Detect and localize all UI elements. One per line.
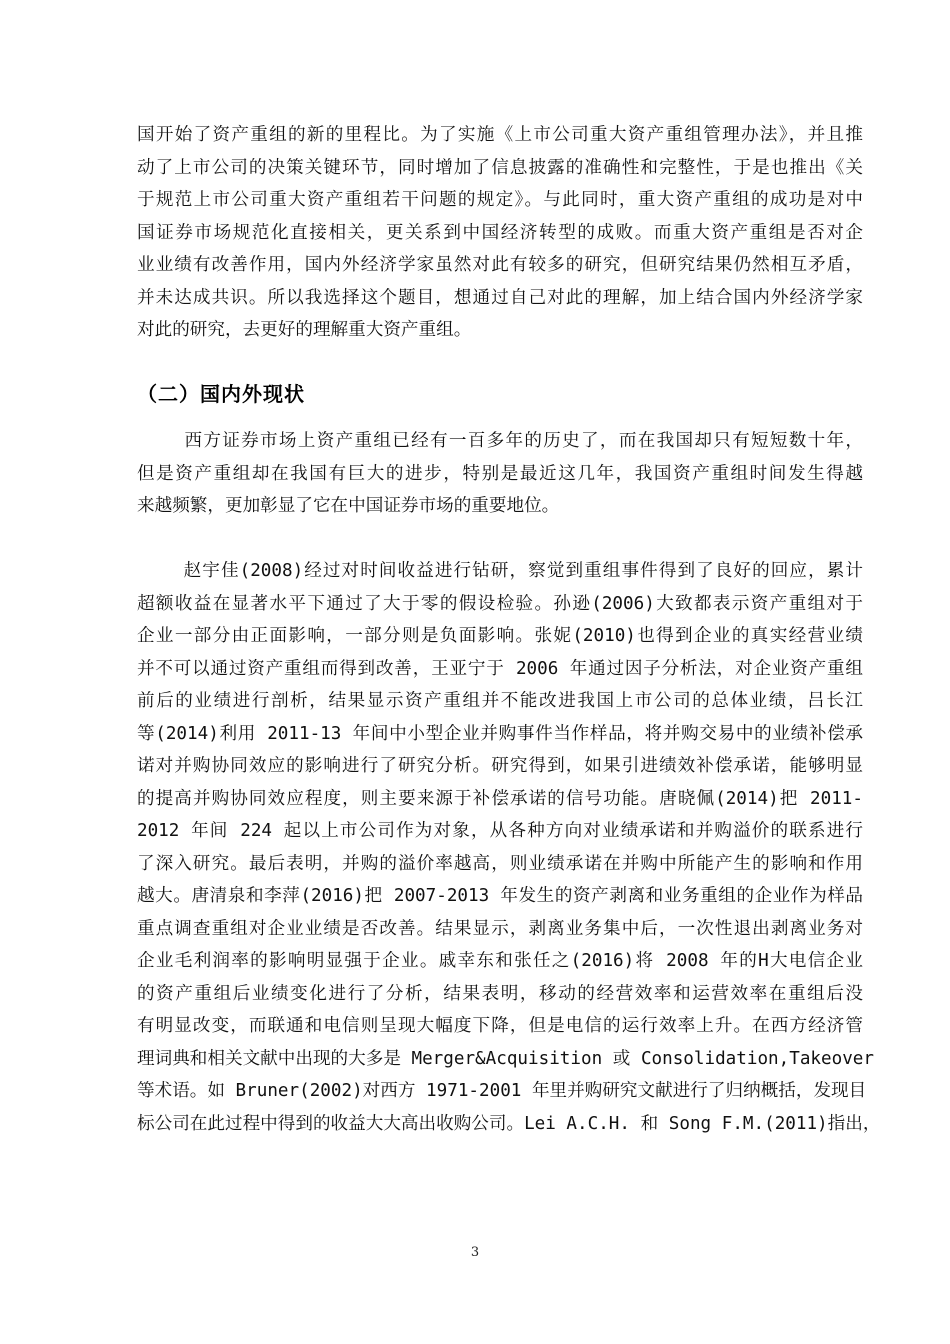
text-line: 国开始了资产重组的新的里程比。为了实施《上市公司重大资产重组管理办法》，并且推	[137, 125, 863, 145]
text-line: 有明显改变，而联通和电信则呈现大幅度下降，但是电信的运行效率上升。在西方经济管	[137, 1016, 863, 1036]
text-line: 赵宇佳(2008)经过对时间收益进行钻研，察觉到重组事件得到了良好的回应，累计	[137, 561, 863, 581]
text-line: 前后的业绩进行剖析，结果显示资产重组并不能改进我国上市公司的总体业绩，吕长江	[137, 691, 863, 711]
text-line: 诺对并购协同效应的影响进行了研究分析。研究得到，如果引进绩效补偿承诺，能够明显	[137, 756, 863, 776]
text-line: 业业绩有改善作用，国内外经济学家虽然对此有较多的研究，但研究结果仍然相互矛盾，	[137, 255, 863, 275]
text-line: 标公司在此过程中得到的收益大大高出收购公司。Lei A.C.H. 和 Song F.M.(2011)指出，	[137, 1113, 881, 1134]
text-line: 国证券市场规范化直接相关，更关系到中国经济转型的成败。而重大资产重组是否对企	[137, 222, 863, 243]
text-line: 于规范上市公司重大资产重组若干问题的规定》。与此同时，重大资产重组的成功是对中	[137, 190, 863, 210]
text-line: 并不可以通过资产重组而得到改善，王亚宁于 2006 年通过因子分析法，对企业资产重组	[137, 658, 863, 679]
text-line: 2012 年间 224 起以上市公司作为对象，从各种方向对业绩承诺和并购溢价的联系进行	[137, 821, 863, 841]
text-line: 等术语。如 Bruner(2002)对西方 1971-2001 年里并购研究文献进行了归纳概括，发现目	[137, 1081, 867, 1101]
text-line: 企业毛利润率的影响明显强于企业。戚幸东和张任之(2016)将 2008 年的H大电信企业	[137, 951, 863, 971]
text-line: 西方证券市场上资产重组已经有一百多年的历史了，而在我国却只有短短数十年，	[137, 431, 863, 451]
paragraph-overview	[137, 425, 863, 523]
section-heading: （二）国内外现状	[137, 382, 305, 406]
text-line: 等(2014)利用 2011-13 年间中小型企业并购事件当作样品，将并购交易中的业绩补偿承	[137, 723, 863, 744]
paragraph-literature-review	[137, 555, 881, 1140]
text-line: 并未达成共识。所以我选择这个题目，想通过自己对此的理解，加上结合国内外经济学家	[137, 287, 863, 308]
page-number: 3	[470, 1245, 480, 1260]
text-line: 企业一部分由正面影响，一部分则是负面影响。张妮(2010)也得到企业的真实经营业绩	[137, 626, 863, 646]
text-line: 理词典和相关文献中出现的大多是 Merger&Acquisition 或 Consolidation,Takeover	[137, 1048, 874, 1069]
text-line: 重点调查重组对企业业绩是否改善。结果显示，剥离业务集中后，一次性退出剥离业务对	[137, 918, 863, 939]
text-line: 动了上市公司的决策关键环节，同时增加了信息披露的准确性和完整性，于是也推出《关	[137, 157, 863, 178]
paragraph-research-motivation	[137, 119, 863, 347]
text-line: 超额收益在显著水平下通过了大于零的假设检验。孙逊(2006)大致都表示资产重组对于	[137, 593, 863, 614]
text-line: 了深入研究。最后表明，并购的溢价率越高，则业绩承诺在并购中所能产生的影响和作用	[137, 853, 863, 874]
text-line: 来越频繁，更加彰显了它在中国证券市场的重要地位。	[137, 496, 560, 516]
text-line: 但是资产重组却在我国有巨大的进步，特别是最近这几年，我国资产重组时间发生得越	[137, 463, 863, 484]
text-line: 越大。唐清泉和李萍(2016)把 2007-2013 年发生的资产剥离和业务重组的企业作为样品	[137, 886, 863, 906]
text-line: 的资产重组后业绩变化进行了分析，结果表明，移动的经营效率和运营效率在重组后没	[137, 983, 863, 1004]
text-line: 对此的研究，去更好的理解重大资产重组。	[137, 320, 472, 340]
text-line: 的提高并购协同效应程度，则主要来源于补偿承诺的信号功能。唐晓佩(2014)把 2011-	[137, 788, 863, 809]
